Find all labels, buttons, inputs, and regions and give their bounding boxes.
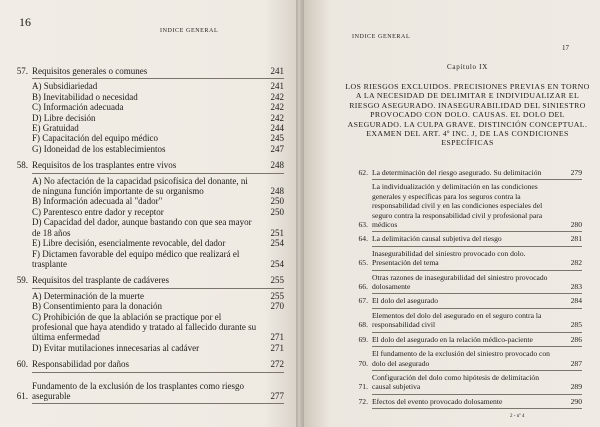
subentry-title: G) Idoneidad de los establecimientos 247 (32, 143, 284, 154)
entry-rule (372, 394, 582, 395)
subentry-page: 254 (270, 258, 284, 269)
entry-title: Requisitos de los trasplantes entre vivos 248 (32, 160, 284, 171)
toc-subentry (10, 176, 284, 197)
entry-rule (372, 270, 582, 271)
subentry-page: 271 (270, 342, 284, 353)
subentry-page: 241 (270, 81, 284, 92)
toc-subentry (10, 92, 284, 102)
chapter-label: Capítulo IX (447, 63, 488, 71)
entry-page: 283 (570, 282, 582, 292)
entry-number: 68. (358, 320, 368, 330)
left-running-header: INDICE GENERAL (160, 28, 219, 34)
left-page-number: 16 (19, 15, 31, 29)
subentry-page: 244 (270, 123, 284, 134)
toc-subentry (10, 249, 284, 270)
entry-rule (372, 246, 582, 247)
toc-subentry (10, 207, 284, 217)
subentry-title: C) Prohibición de que la ablación se practique por el profesional que haya atendido y tratado al fallecido durante su última enfermedad 271 (32, 311, 284, 343)
entry-number: 65. (358, 258, 368, 268)
entry-number: 57. (16, 66, 28, 76)
entry-number: 59. (16, 275, 28, 286)
subentry-title: E) Libre decisión, esencialmente revocable, del dador 254 (32, 238, 284, 249)
subentry-title: F) Capacitación del equipo médico 245 (32, 133, 284, 144)
entry-title: Configuración del dolo como hipótesis de delimitación causal subjetiva 289 (372, 372, 582, 392)
toc-subentry (10, 312, 284, 343)
subentry-page: 245 (270, 133, 284, 144)
subentry-page: 271 (270, 332, 284, 343)
subentry-title: D) Libre decisión 242 (32, 112, 284, 123)
entry-page: 280 (570, 220, 582, 230)
entry-rule (32, 288, 284, 289)
toc-entry (350, 349, 582, 368)
entry-title: Elementos del dolo del asegurado en el seguro contra la responsabilidad civil 285 (372, 310, 582, 330)
entry-title: El fundamento de la exclusión del siniestro provocado con dolo del asegurado 287 (372, 349, 582, 368)
entry-rule (372, 231, 582, 232)
entry-title: El dolo del asegurado 284 (372, 296, 582, 306)
entry-title: Responsabilidad por daños 272 (32, 359, 284, 370)
entry-rule (372, 293, 582, 294)
entry-rule (32, 78, 284, 79)
entry-page: 272 (270, 359, 284, 370)
toc-entry (350, 397, 582, 406)
subentry-title: A) Subsidiariedad 241 (32, 81, 284, 92)
entry-number: 63. (358, 220, 368, 230)
entry-title: Otras razones de inasegurabilidad del siniestro provocado dolosamente 283 (372, 272, 582, 292)
entry-page: 287 (570, 358, 582, 368)
toc-entry (10, 275, 284, 285)
toc-entry (10, 66, 284, 76)
book-gutter (296, 0, 304, 427)
subentry-page: 250 (270, 196, 284, 207)
subentry-title: B) Información adecuada al "dador" 250 (32, 196, 284, 207)
subentry-page: 242 (270, 102, 284, 113)
entry-page: 277 (270, 390, 284, 401)
entry-number: 69. (358, 334, 368, 344)
right-running-header: INDICE GENERAL (352, 34, 411, 40)
entry-page: 241 (270, 66, 284, 76)
toc-subentry (10, 133, 284, 143)
entry-number: 64. (358, 234, 368, 244)
toc-entry (350, 249, 582, 268)
toc-subentry (10, 238, 284, 248)
subentry-page: 251 (270, 227, 284, 238)
toc-subentry (10, 343, 284, 353)
toc-entry (350, 373, 582, 392)
right-footer-signature: 2 - nº 4 (510, 414, 525, 419)
toc-subentry (10, 196, 284, 206)
left-toc-list (10, 66, 284, 406)
entry-number: 67. (358, 296, 368, 306)
entry-rule (32, 403, 284, 404)
entry-page: 279 (570, 168, 582, 177)
subentry-title: C) Parentesco entre dador y receptor 250 (32, 206, 284, 217)
entry-rule (372, 179, 582, 180)
entry-title: Inasegurabilidad del siniestro provocado con dolo. Presentación del tema 282 (372, 248, 582, 268)
entry-page: 289 (570, 382, 582, 392)
subentry-page: 242 (270, 112, 284, 123)
right-page-number: 17 (562, 44, 569, 52)
entry-title: Requisitos generales o comunes 241 (32, 66, 284, 76)
toc-subentry (10, 301, 284, 311)
subentry-page: 255 (270, 290, 284, 301)
entry-title: La delimitación causal subjetiva del riesgo 281 (372, 234, 582, 244)
subentry-title: B) Consentimiento para la donación 270 (32, 301, 284, 312)
subentry-page: 242 (270, 91, 284, 102)
entry-page: 286 (570, 334, 582, 344)
right-toc-list (350, 168, 582, 411)
entry-rule (32, 372, 284, 373)
entry-number: 60. (16, 359, 28, 370)
entry-page: 285 (570, 320, 582, 330)
entry-number: 61. (16, 390, 28, 401)
toc-entry (10, 359, 284, 369)
entry-number: 72. (358, 396, 368, 406)
chapter-heading (345, 62, 590, 148)
entry-rule (372, 332, 582, 333)
toc-subentry (10, 291, 284, 301)
subentry-title: F) Dictamen favorable del equipo médico que realizará el trasplante 254 (32, 248, 284, 269)
entry-page: 281 (570, 234, 582, 244)
entry-number: 62. (358, 168, 368, 177)
subentry-page: 270 (270, 301, 284, 312)
toc-entry (350, 234, 582, 243)
entry-page: 290 (570, 396, 582, 406)
entry-rule (372, 370, 582, 371)
entry-rule (372, 346, 582, 347)
toc-entry (350, 335, 582, 344)
toc-subentry (10, 144, 284, 154)
entry-title: La determinación del riesgo asegurado. Su delimitación 279 (372, 168, 582, 177)
subentry-title: A) No afectación de la capacidad psicofísica del donante, ni de ninguna función importante de su organismo 248 (32, 175, 284, 197)
subentry-page: 250 (270, 206, 284, 217)
toc-subentry (10, 113, 284, 123)
entry-number: 70. (358, 358, 368, 368)
entry-page: 248 (270, 160, 284, 171)
entry-title: El dolo del asegurado en la relación médico-paciente 286 (372, 334, 582, 344)
entry-number: 71. (358, 382, 368, 392)
entry-rule (372, 408, 582, 409)
entry-title: Efectos del evento provocado dolosamente 290 (372, 396, 582, 406)
toc-subentry (10, 123, 284, 133)
toc-entry (350, 273, 582, 292)
entry-title: Fundamento de la exclusión de los trasplantes como riesgo asegurable 277 (32, 380, 284, 401)
toc-entry (350, 296, 582, 305)
toc-entry (350, 168, 582, 177)
entry-rule (372, 308, 582, 309)
toc-entry (350, 311, 582, 330)
toc-entry (10, 381, 284, 402)
subentry-title: D) Evitar mutilaciones innecesarias al cadáver 271 (32, 342, 284, 353)
subentry-page: 254 (270, 238, 284, 249)
entry-number: 58. (16, 160, 28, 171)
subentry-title: A) Determinación de la muerte 255 (32, 290, 284, 301)
toc-entry (10, 160, 284, 170)
subentry-title: B) Inevitabilidad o necesidad 242 (32, 91, 284, 102)
toc-subentry (10, 102, 284, 112)
entry-title: Requisitos del trasplante de cadáveres 255 (32, 275, 284, 286)
chapter-title: LOS RIESGOS EXCLUIDOS. PRECISIONES PREVIAS EN TORNO A LA NECESIDAD DE DELIMITAR E INDIVIDUALIZAR EL RIESGO ASEGURADO. INASEGURABILIDAD DEL SINIESTRO PROVOCADO CON DOLO. CAUSAS. EL DOLO DEL ASEGURADO. LA CULPA GRAVE. DISTINCIÓN CONCEPTUAL. EXAMEN DEL ART. 4º INC. J, DE LAS CONDICIONES ESPECÍFICAS (345, 82, 590, 148)
subentry-title: D) Capacidad del dador, aunque bastando con que sea mayor de 18 años 251 (32, 217, 284, 238)
entry-page: 255 (270, 275, 284, 286)
toc-subentry (10, 217, 284, 238)
subentry-page: 247 (270, 143, 284, 154)
entry-number: 66. (358, 282, 368, 292)
entry-rule (32, 173, 284, 174)
subentry-title: C) Información adecuada 242 (32, 102, 284, 113)
subentry-page: 248 (270, 186, 284, 197)
entry-page: 282 (570, 258, 582, 268)
subentry-title: E) Gratuidad 244 (32, 123, 284, 134)
entry-title: La individualización y delimitación en las condiciones generales y específicas para los seguros contra la responsabilidad civil y en las condiciones especiales del seguro contra la responsabilidad civil y profesional para médicos 280 (372, 182, 582, 230)
entry-page: 284 (570, 296, 582, 306)
toc-subentry (10, 81, 284, 91)
toc-entry (350, 182, 582, 229)
